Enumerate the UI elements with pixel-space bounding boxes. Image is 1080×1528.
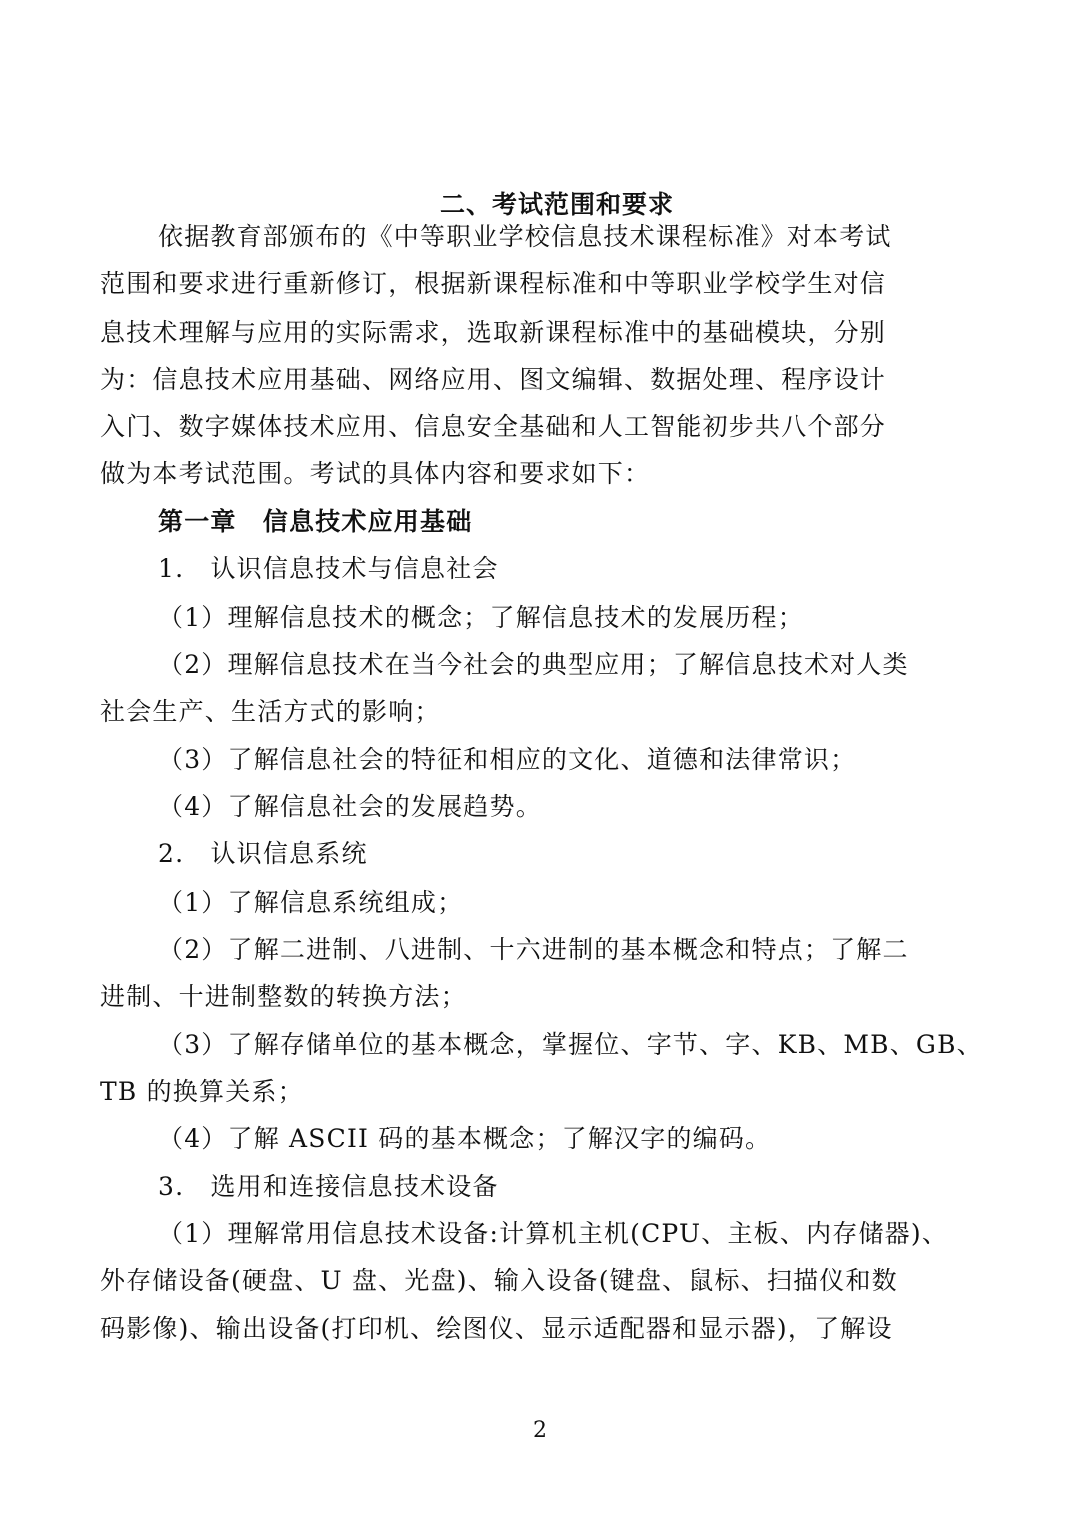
text-line: 入门、数字媒体技术应用、信息安全基础和人工智能初步共八个部分 [100,412,887,441]
text-line: TB 的换算关系； [100,1077,304,1106]
text-line: （1）理解信息技术的概念；了解信息技术的发展历程； [158,603,804,632]
text-line: （3）了解信息社会的特征和相应的文化、道德和法律常识； [158,745,857,774]
text-line: 范围和要求进行重新修订，根据新课程标准和中等职业学校学生对信 [100,269,887,298]
text-line: 外存储设备(硬盘、U 盘、光盘)、输入设备(键盘、鼠标、扫描仪和数 [100,1266,898,1295]
page-number: 2 [533,1418,547,1443]
text-line: （4）了解信息社会的发展趋势。 [158,792,542,821]
text-line: （2）理解信息技术在当今社会的典型应用；了解信息技术对人类 [158,650,909,679]
text-line: （2）了解二进制、八进制、十六进制的基本概念和特点；了解二 [158,935,909,964]
text-line: 1. 认识信息技术与信息社会 [158,554,499,583]
text-line: 为：信息技术应用基础、网络应用、图文编辑、数据处理、程序设计 [100,365,887,394]
text-line: （1）理解常用信息技术设备:计算机主机(CPU、主板、内存储器)、 [158,1219,949,1248]
text-line: 息技术理解与应用的实际需求，选取新课程标准中的基础模块，分别 [100,318,887,347]
section-title: 二、考试范围和要求 [440,190,675,219]
text-line: 进制、十进制整数的转换方法； [100,982,467,1011]
text-line: 社会生产、生活方式的影响； [100,697,441,726]
text-line: 3. 选用和连接信息技术设备 [158,1172,499,1201]
text-line: （3）了解存储单位的基本概念，掌握位、字节、字、KB、MB、GB、 [158,1030,983,1059]
text-line: 2. 认识信息系统 [158,839,368,868]
text-line: （4）了解 ASCII 码的基本概念；了解汉字的编码。 [158,1124,772,1153]
chapter-heading: 第一章 信息技术应用基础 [158,507,473,536]
text-line: 依据教育部颁布的《中等职业学校信息技术课程标准》对本考试 [158,222,892,251]
text-line: 码影像)、输出设备(打印机、绘图仪、显示适配器和显示器)，了解设 [100,1314,893,1343]
text-line: （1）了解信息系统组成； [158,888,464,917]
text-line: 做为本考试范围。考试的具体内容和要求如下： [100,459,651,488]
